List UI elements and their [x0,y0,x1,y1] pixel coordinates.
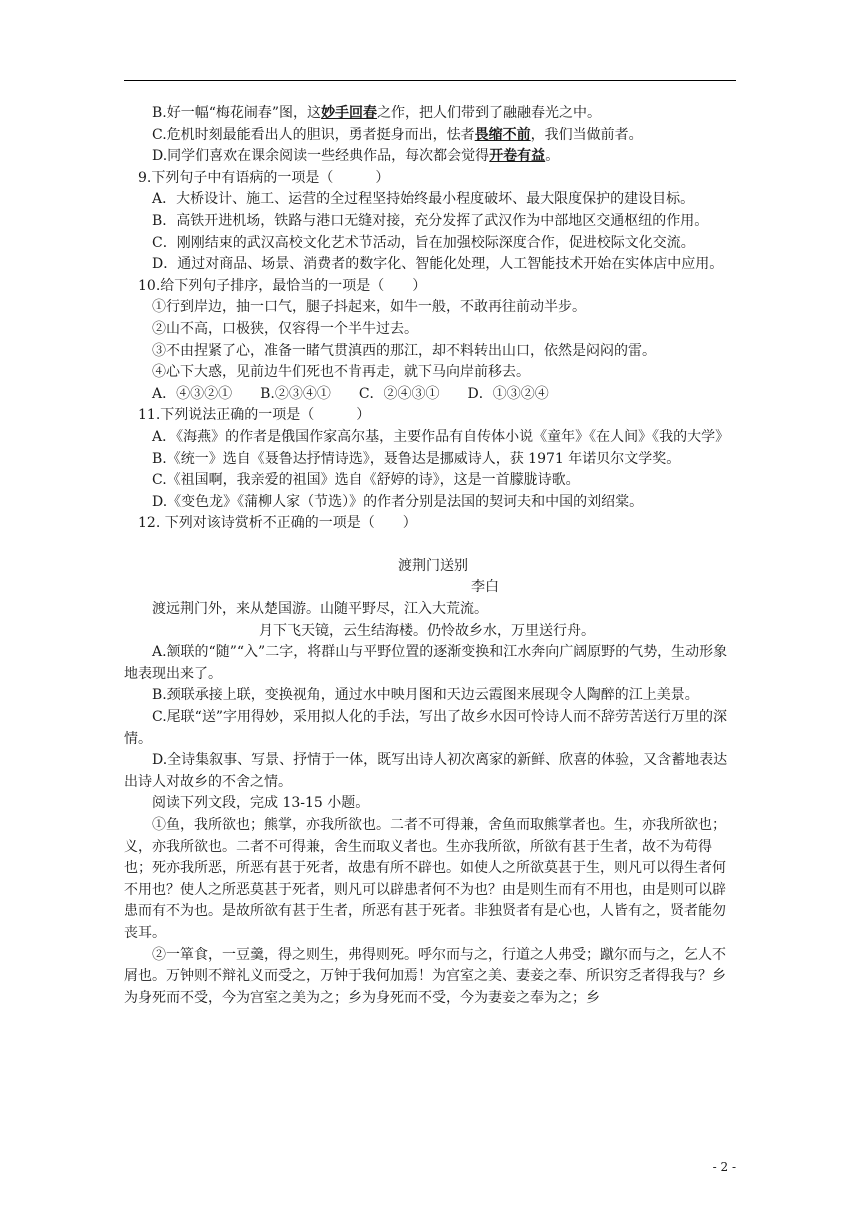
q8-b-idiom: 妙手回春 [321,105,378,121]
q9-option-a: A．大桥设计、施工、运营的全过程坚持始终最小程度破坏、最大限度保护的建设目标。 [152,191,695,208]
q8-d-text-post: 。 [545,148,560,165]
q10-sentence-1: ①行到岸边，抽一口气，腿子抖起来，如牛一般，不敢再往前动半步。 [152,299,586,316]
q8-c-text-post: ，我们当做前者。 [530,126,643,143]
q12-option-c: C.尾联“送”字用得妙，采用拟人化的手法，写出了故乡水因可怜诗人而不辞劳苦送行万里的深情。 [124,709,727,747]
page-number: - 2 - [712,1160,736,1174]
q8-d-text-pre: D.同学们喜欢在课余阅读一些经典作品，每次都会觉得 [152,148,490,165]
poem-author: 李白 [471,579,499,596]
q11-option-a: A．《海燕》的作者是俄国作家高尔基，主要作品有自传体小说《童年》《在人间》《我的大学》 [152,428,730,445]
poem-title: 渡荆门送别 [398,557,468,574]
q10-sentence-3: ③不由捏紧了心，准备一睹气贯滇西的那江，却不料转出山口，依然是闷闷的雷。 [152,342,656,359]
q12-option-b: B.颈联承接上联，变换视角，通过水中映月图和天边云霞图来展现令人陶醉的江上美景。 [152,687,699,704]
q11-option-b: B.《统一》选自《聂鲁达抒情诗选》，聂鲁达是挪威诗人，获 1971 年诺贝尔文学奖。 [152,450,681,467]
q10-sentence-2: ②山不高，口极狭，仅容得一个半牛过去。 [152,320,418,337]
reading-paragraph-1: ①鱼，我所欲也；熊掌，亦我所欲也。二者不可得兼，舍鱼而取熊掌者也。生，亦我所欲也；义，亦我所欲也。二者不可得兼，舍生而取义者也。生亦我所欲，所欲有甚于生者，故不为苟得也；死亦我所恶，所恶有甚于死者，故患有所不辟也。如使人之所欲莫甚于生，则凡可以得生者何不用也？使人之所恶莫甚于死者，则凡可以辟患者何不为也？由是则生而有不用也，由是则可以辟患而有不为也。是故所欲有甚于生者，所恶有甚于死者。非独贤者有是心也，人皆有之，贤者能勿丧耳。 [124,817,726,941]
q12-option-d: D.全诗集叙事、写景、抒情于一体，既写出诗人初次离家的新鲜、欣喜的体验，又含蓄地表达出诗人对故乡的不舍之情。 [124,752,728,790]
q9-option-c: C．刚刚结束的武汉高校文化艺术节活动，旨在加强校际深度合作，促进校际文化交流。 [152,234,695,251]
q10-options: A．④③②① B.②③④① C．②④③① D．①③②④ [152,385,549,402]
reading-paragraph-2: ②一箪食，一豆羹，得之则生，弗得则死。呼尔而与之，行道之人弗受；蹴尔而与之，乞人不屑也。万钟则不辩礼义而受之，万钟于我何加焉！为宫室之美、妻妾之奉、所识穷乏者得我与？乡为身死而不受，今为宫室之美为之；乡为身死而不受，今为妻妾之奉为之；乡 [124,946,726,1006]
q11-stem: 11.下列说法正确的一项是（ ） [138,407,371,424]
q9-option-b: B．高铁开进机场，铁路与港口无缝对接，充分发挥了武汉作为中部地区交通枢纽的作用。 [152,212,709,229]
reading-intro: 阅读下列文段，完成 13-15 小题。 [152,795,370,812]
q9-option-d: D．通过对商品、场景、消费者的数字化、智能化处理，人工智能技术开始在实体店中应用。 [152,256,724,273]
header-rule [124,80,736,81]
q10-stem: 10.给下列句子排序，最恰当的一项是（ ） [138,277,427,294]
q8-option-b [124,103,736,125]
q11-option-c: C.《祖国啊，我亲爱的祖国》选自《舒婷的诗》，这是一首朦胧诗歌。 [152,472,580,489]
q11-option-d: D.《变色龙》《蒲柳人家（节选）》的作者分别是法国的契诃夫和中国的刘绍棠。 [152,493,644,510]
q12-stem: 12. 下列对该诗赏析不正确的一项是（ ） [138,515,417,532]
q8-b-text-pre: B.好一幅“梅花闹春”图，这 [152,105,322,121]
q10-sentence-4: ④心下大惑，见前边牛们死也不肯再走，就下马向岸前移去。 [152,364,530,381]
q8-b-text-post: 之作，把人们带到了融融春光之中。 [377,105,602,121]
q8-option-c [124,125,736,147]
q12-option-a: A.颔联的“随”“入”二字，将群山与平野位置的逐渐变换和江水奔向广阔原野的气势，生动形象地表现出来了。 [124,644,728,682]
page-body [124,103,736,1009]
q8-option-d [124,146,736,168]
q8-c-text-pre: C.危机时刻最能看出人的胆识，勇者挺身而出，怯者 [152,126,475,143]
poem-line-1: 渡远荆门外，来从楚国游。山随平野尽，江入大荒流。 [152,601,488,618]
q9-stem: 9.下列句子中有语病的一项是（ ） [138,169,390,186]
q8-c-idiom: 畏缩不前 [474,126,531,143]
poem-line-2: 月下飞天镜，云生结海楼。仍怜故乡水，万里送行舟。 [259,622,595,639]
q8-d-idiom: 开卷有益 [489,148,546,165]
